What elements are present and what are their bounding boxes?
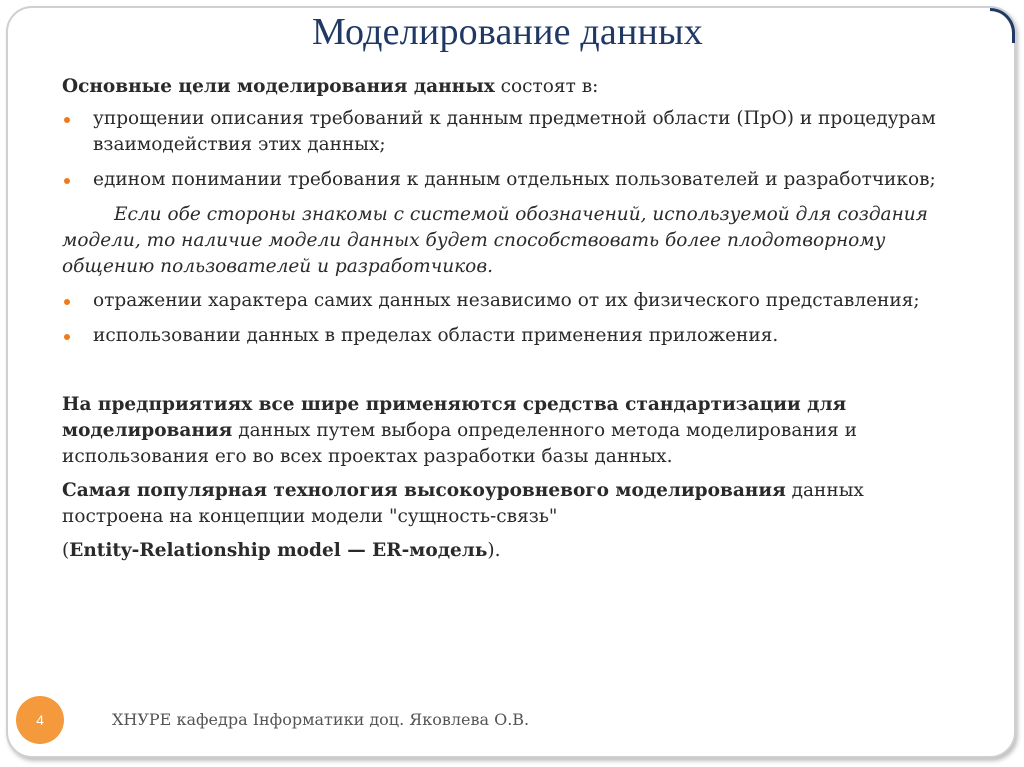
bullet-icon [64,178,70,184]
bullet-icon [64,299,70,305]
list-item: упрощении описания требований к данным предметной области (ПрО) и процедурам взаимодействия этих данных; [62,106,962,158]
intro-bold: Основные цели моделирования данных [62,76,495,97]
list-item: едином понимании требования к данным отдельных пользователей и разработчиков; [62,167,962,193]
er-technology-paragraph: Самая популярная технология высокоуровневого моделирования данных построена на концепции модели "сущность-связь" [62,480,864,527]
page-number-badge: 4 [16,696,64,744]
slide-content [62,74,962,572]
frame-corner-accent [990,8,1015,43]
intro-line [62,74,962,100]
list-item: использовании данных в пределах области применения приложения. [62,323,962,349]
page-title: Моделирование данных [312,11,703,53]
goals-list-second [62,288,962,349]
spacer [62,358,962,392]
footer-text: ХНУРЕ кафедра Інформатики доц. Яковлева О.В. [112,710,530,729]
goals-list-first [62,106,962,193]
intro-rest: состоят в: [494,76,599,97]
list-item: отражении характера самих данных независимо от их физического представления; [62,288,962,314]
er-model-paragraph: (Entity-Relationship model — ER-модель). [62,540,501,561]
standardization-paragraph: На предприятиях все шире применяются средства стандартизации для моделирования данных путем выбора определенного метода моделирования и использования его во всех проектах разработки базы данных. [62,394,857,467]
bullet-icon [64,117,70,123]
italic-note: Если обе стороны знакомы с системой обозначений, используемой для создания модели, то наличие модели данных будет способствовать более плодотворному общению пользователей и разработчиков. [62,204,928,277]
bullet-icon [64,334,70,340]
